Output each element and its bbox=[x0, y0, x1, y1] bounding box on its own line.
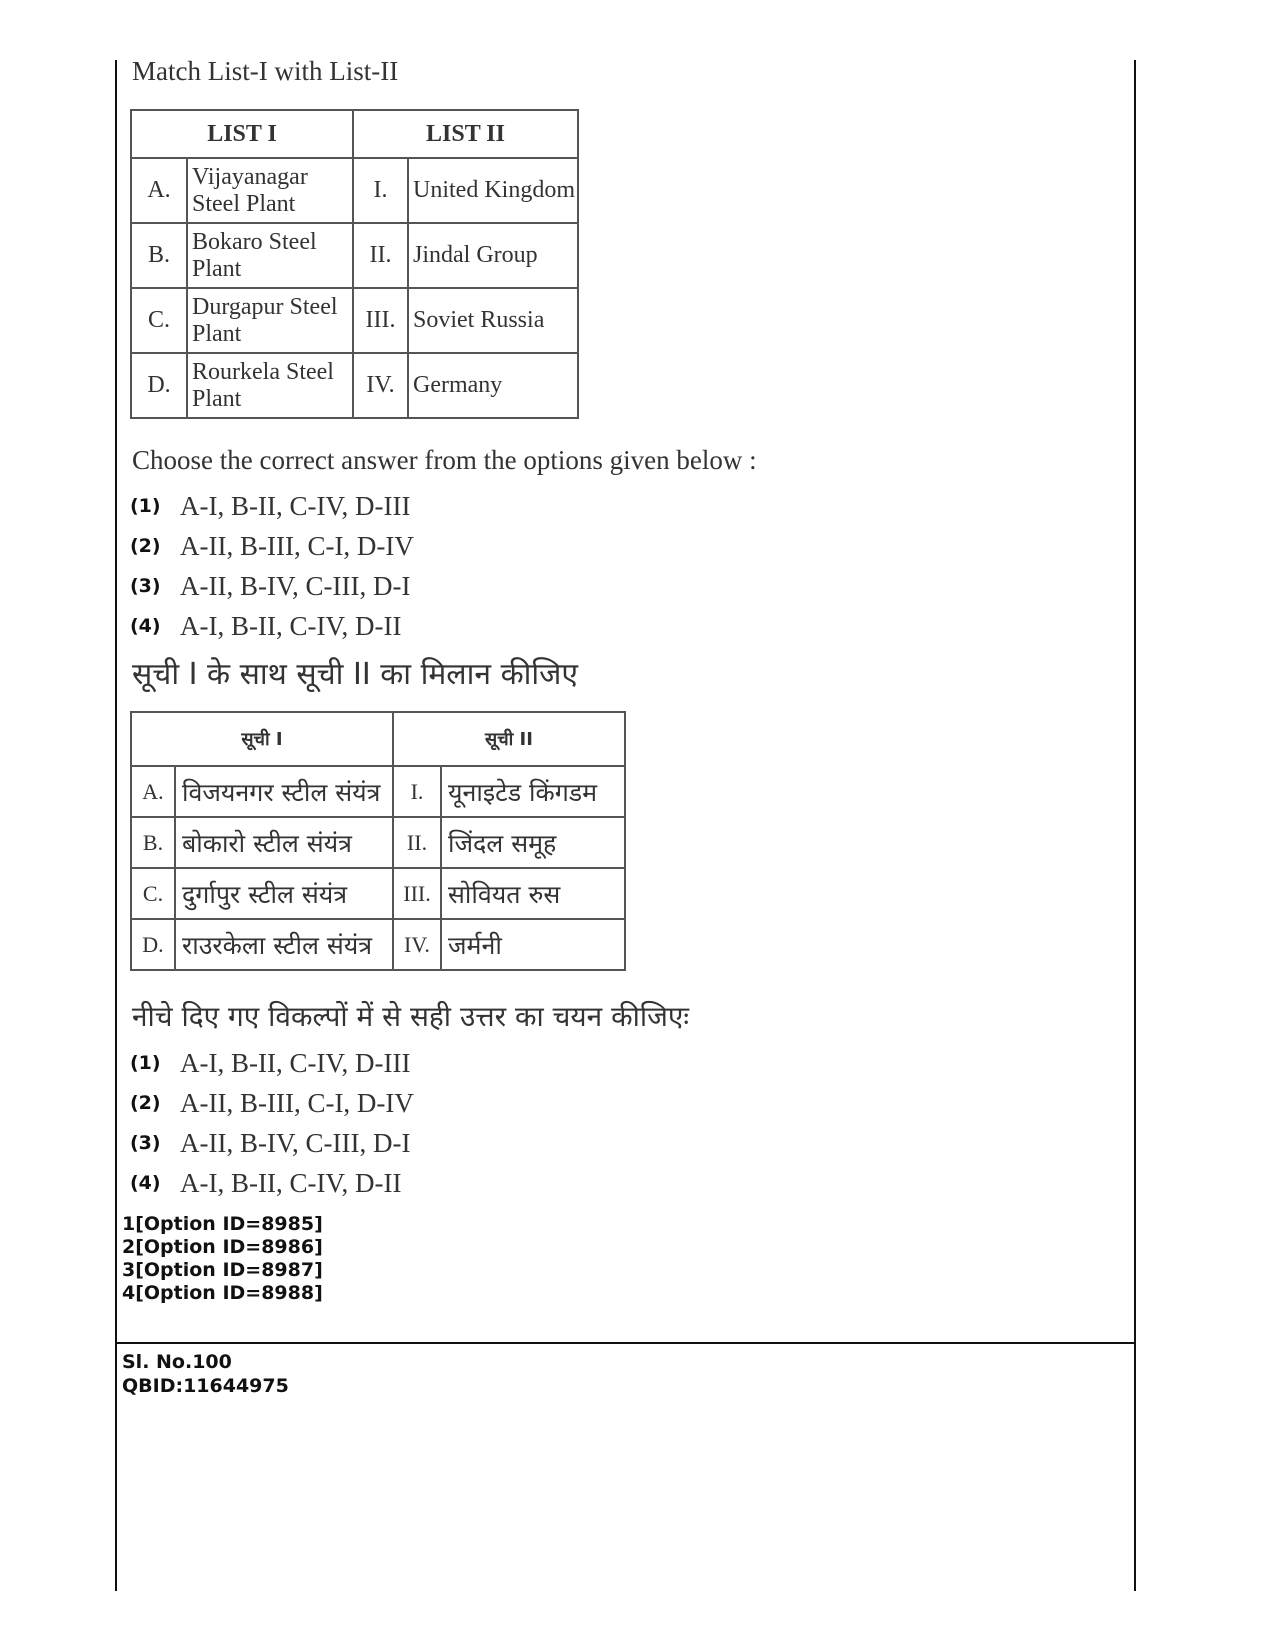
list1-item: Bokaro Steel Plant bbox=[187, 223, 353, 288]
table-row bbox=[131, 766, 625, 817]
list1-item: दुर्गापुर स्टील संयंत्र bbox=[175, 868, 393, 919]
list1-item: विजयनगर स्टील संयंत्र bbox=[175, 766, 393, 817]
list2-header-hindi: सूची II bbox=[393, 712, 625, 766]
list1-header-hindi: सूची I bbox=[131, 712, 393, 766]
table-row bbox=[131, 288, 578, 353]
option-text: A-II, B-III, C-I, D-IV bbox=[180, 1087, 414, 1118]
question-title-hindi: सूची I के साथ सूची II का मिलान कीजिए bbox=[132, 657, 579, 692]
row-label: II. bbox=[393, 817, 441, 868]
list2-item: सोवियत रुस bbox=[441, 868, 625, 919]
option-item[interactable] bbox=[130, 606, 1120, 646]
choose-instruction-hindi: नीचे दिए गए विकल्पों में से सही उत्तर का चयन कीजिएः bbox=[132, 1000, 690, 1033]
list1-item: बोकारो स्टील संयंत्र bbox=[175, 817, 393, 868]
row-label: C. bbox=[131, 288, 187, 353]
list2-item: United Kingdom bbox=[408, 158, 578, 223]
row-label: D. bbox=[131, 919, 175, 970]
right-border-line bbox=[1134, 60, 1136, 1591]
option-item[interactable] bbox=[130, 1123, 1120, 1163]
table-row bbox=[131, 353, 578, 418]
list2-item: जर्मनी bbox=[441, 919, 625, 970]
row-label: D. bbox=[131, 353, 187, 418]
list2-item: Jindal Group bbox=[408, 223, 578, 288]
option-number: (1) bbox=[130, 495, 161, 517]
option-text: A-II, B-IV, C-III, D-I bbox=[180, 570, 411, 601]
option-id: 3[Option ID=8987] bbox=[122, 1259, 323, 1281]
row-label: I. bbox=[353, 158, 408, 223]
option-text: A-I, B-II, C-IV, D-III bbox=[180, 1047, 411, 1078]
option-text: A-II, B-III, C-I, D-IV bbox=[180, 530, 414, 561]
row-label: C. bbox=[131, 868, 175, 919]
options-list-english bbox=[130, 486, 1120, 646]
option-number: (3) bbox=[130, 1132, 161, 1154]
option-id-list bbox=[122, 1213, 1120, 1305]
row-label: IV. bbox=[353, 353, 408, 418]
options-list-hindi bbox=[130, 1043, 1120, 1203]
question-block bbox=[122, 56, 1120, 1305]
option-text: A-II, B-IV, C-III, D-I bbox=[180, 1127, 411, 1158]
list1-header: LIST I bbox=[131, 110, 353, 158]
option-number: (1) bbox=[130, 1052, 161, 1074]
option-item[interactable] bbox=[130, 1163, 1120, 1203]
table-row bbox=[131, 158, 578, 223]
table-row bbox=[131, 868, 625, 919]
option-text: A-I, B-II, C-IV, D-II bbox=[180, 610, 402, 641]
row-label: A. bbox=[131, 158, 187, 223]
option-id: 1[Option ID=8985] bbox=[122, 1213, 323, 1235]
row-label: A. bbox=[131, 766, 175, 817]
option-text: A-I, B-II, C-IV, D-III bbox=[180, 490, 411, 521]
option-item[interactable] bbox=[130, 486, 1120, 526]
row-label: IV. bbox=[393, 919, 441, 970]
table-row bbox=[131, 223, 578, 288]
option-id: 4[Option ID=8988] bbox=[122, 1282, 323, 1304]
serial-number: Sl. No.100 bbox=[122, 1351, 232, 1373]
row-label: III. bbox=[353, 288, 408, 353]
match-table-hindi bbox=[130, 711, 626, 971]
option-text: A-I, B-II, C-IV, D-II bbox=[180, 1167, 402, 1198]
option-item[interactable] bbox=[130, 1043, 1120, 1083]
left-border-line bbox=[115, 60, 117, 1591]
table-row bbox=[131, 817, 625, 868]
list2-item: Germany bbox=[408, 353, 578, 418]
option-number: (4) bbox=[130, 615, 161, 637]
choose-instruction-english: Choose the correct answer from the options given below : bbox=[132, 445, 757, 475]
option-item[interactable] bbox=[130, 566, 1120, 606]
list1-item: राउरकेला स्टील संयंत्र bbox=[175, 919, 393, 970]
list1-item: Rourkela Steel Plant bbox=[187, 353, 353, 418]
row-label: B. bbox=[131, 223, 187, 288]
list2-header: LIST II bbox=[353, 110, 578, 158]
match-table-english bbox=[130, 109, 579, 419]
option-number: (2) bbox=[130, 535, 161, 557]
option-id: 2[Option ID=8986] bbox=[122, 1236, 323, 1258]
question-title: Match List-I with List-II bbox=[132, 56, 399, 86]
list1-item: Vijayanagar Steel Plant bbox=[187, 158, 353, 223]
list2-item: यूनाइटेड किंगडम bbox=[441, 766, 625, 817]
list2-item: जिंदल समूह bbox=[441, 817, 625, 868]
option-number: (4) bbox=[130, 1172, 161, 1194]
list1-item: Durgapur Steel Plant bbox=[187, 288, 353, 353]
row-label: II. bbox=[353, 223, 408, 288]
row-label: I. bbox=[393, 766, 441, 817]
table-row bbox=[131, 919, 625, 970]
row-label: B. bbox=[131, 817, 175, 868]
option-item[interactable] bbox=[130, 1083, 1120, 1123]
list2-item: Soviet Russia bbox=[408, 288, 578, 353]
option-number: (2) bbox=[130, 1092, 161, 1114]
qbid: QBID:11644975 bbox=[122, 1375, 289, 1397]
question-separator-line bbox=[116, 1342, 1135, 1344]
next-question-meta bbox=[122, 1350, 289, 1398]
option-number: (3) bbox=[130, 575, 161, 597]
option-item[interactable] bbox=[130, 526, 1120, 566]
row-label: III. bbox=[393, 868, 441, 919]
